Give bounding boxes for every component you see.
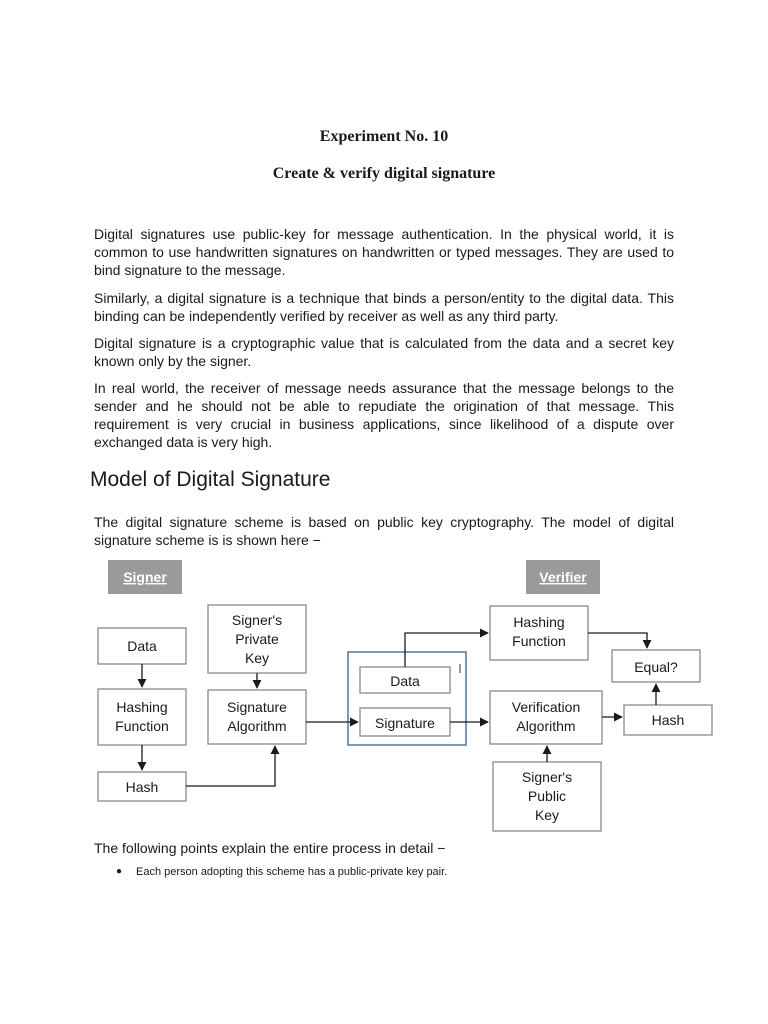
arrow-hash-to-signature-algorithm [186,746,275,786]
signer-header [108,560,182,594]
signers-private-key-label-1: Signer's [231,612,283,628]
signature-algorithm-label-1: Signature [227,699,287,715]
section-intro-paragraph: The digital signature scheme is based on public key cryptography. The model of digital signature scheme is is shown here − [94,514,674,548]
intro-paragraph-2: Similarly, a digital signature is a technique that binds a person/entity to the digital data. This binding can be independently verified by receiver as well as any third party. [94,290,674,324]
experiment-title: Experiment No. 10 [319,128,449,145]
signers-public-key-label-2: Public [527,788,567,804]
verifier-hashing-label-2: Function [512,633,566,649]
signers-public-key-label-1: Signer's [521,769,573,785]
verifier-hashing-label-1: Hashing [513,614,565,630]
verifier-header [526,560,600,594]
intro-paragraph-3: Digital signature is a cryptographic value that is calculated from the data and a secret key known only by the signer. [94,335,674,369]
experiment-subtitle: Create & verify digital signature [272,165,496,182]
hashing-function-label-1: Hashing [116,699,168,715]
signers-public-key-label-3: Key [534,807,560,823]
packet-data-label: Data [390,673,420,689]
signers-private-key-label-2: Private [235,631,279,647]
bullet-icon: ● [116,866,123,877]
intro-paragraph-4: In real world, the receiver of message needs assurance that the message belongs to the sender and he should not be able to repudiate the origination of that message. This requirement is very crucial in business applications, since likelihood of a dispute over exchanged data is very high. [94,380,674,450]
verifier-hash-label: Hash [651,712,685,728]
data-box-label: Data [127,638,157,654]
bullet-text: Each person adopting this scheme has a public-private key pair. [136,866,448,878]
verification-algorithm-label-1: Verification [511,699,581,715]
arrow-hashing-to-equal [588,633,647,648]
equal-label: Equal? [634,659,678,675]
packet-signature-label: Signature [375,715,435,731]
verification-algorithm-label-2: Algorithm [516,718,576,734]
section-heading: Model of Digital Signature [90,468,331,491]
hashing-function-box [98,689,186,745]
list-item [112,866,447,878]
process-intro-text: The following points explain the entire process in detail − [94,840,446,856]
intro-paragraph-1: Digital signatures use public-key for message authentication. In the physical world, it is common to use handwritten signatures on handwritten or typed messages. They are used to bind signature to the message. [94,226,674,278]
signer-header-label: Signer [123,569,167,585]
verifier-header-label: Verifier [539,569,587,585]
hash-box-label: Hash [125,779,159,795]
hashing-function-label-2: Function [115,718,169,734]
process-bullet-list [112,866,447,878]
digital-signature-model-diagram [90,555,720,835]
signers-private-key-label-3: Key [244,650,270,666]
signature-algorithm-label-2: Algorithm [227,718,287,734]
